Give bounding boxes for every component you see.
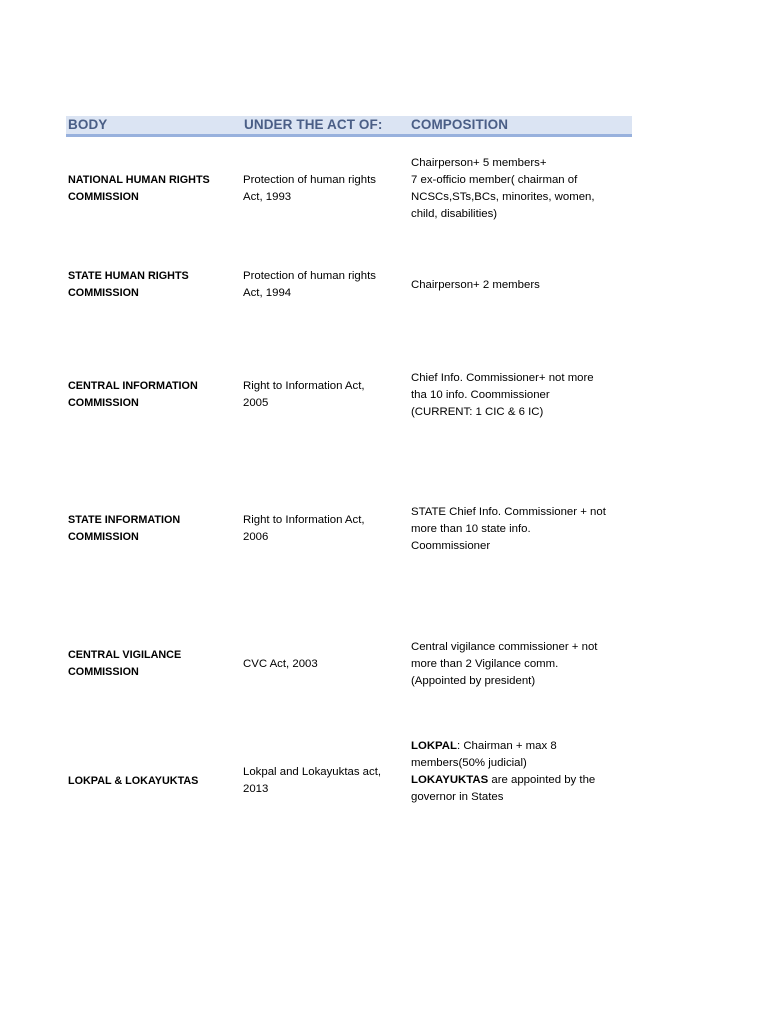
composition-cell: STATE Chief Info. Commissioner + not more than 10 state info. Coommissioner <box>411 505 606 552</box>
act-cell: Protection of human rights Act, 1993 <box>243 174 376 203</box>
body-cell: STATE INFORMATION COMMISSION <box>68 514 181 543</box>
header-composition: COMPOSITION <box>411 117 509 132</box>
table-header <box>66 116 632 137</box>
header-act: UNDER THE ACT OF: <box>244 117 383 132</box>
table-row <box>66 259 632 311</box>
body-cell: CENTRAL INFORMATION COMMISSION <box>68 380 198 409</box>
table-row <box>66 369 632 421</box>
composition-cell: LOKPAL: Chairman + max 8 members(50% judicial) LOKAYUKTAS are appointed by the governor in States <box>411 740 596 803</box>
table-row <box>66 638 632 690</box>
table-row <box>66 503 632 555</box>
composition-cell: Central vigilance commissioner + not more than 2 Vigilance comm. (Appointed by president) <box>411 640 598 687</box>
composition-cell: Chief Info. Commissioner+ not more tha 10 info. Coommissioner (CURRENT: 1 CIC & 6 IC) <box>411 371 594 418</box>
table-row <box>66 737 632 807</box>
lokayuktas-label: LOKAYUKTAS <box>411 774 489 786</box>
body-cell: STATE HUMAN RIGHTS COMMISSION <box>68 270 189 299</box>
act-cell: Protection of human rights Act, 1994 <box>243 270 376 299</box>
act-cell: Right to Information Act, 2006 <box>243 514 365 543</box>
body-cell: CENTRAL VIGILANCE COMMISSION <box>68 649 182 678</box>
act-cell: Lokpal and Lokayuktas act, 2013 <box>243 766 382 795</box>
header-body: BODY <box>68 117 108 132</box>
act-cell: Right to Information Act, 2005 <box>243 380 365 409</box>
composition-cell: Chairperson+ 2 members <box>411 278 540 291</box>
body-cell: LOKPAL & LOKAYUKTAS <box>68 774 199 787</box>
composition-cell: Chairperson+ 5 members+ 7 ex-officio member( chairman of NCSCs,STs,BCs, minorites, women, child, disabilities) <box>411 157 595 220</box>
body-cell: NATIONAL HUMAN RIGHTS COMMISSION <box>68 174 210 203</box>
table-row <box>66 154 632 224</box>
lokpal-label: LOKPAL <box>411 740 457 752</box>
act-cell: CVC Act, 2003 <box>243 657 318 670</box>
